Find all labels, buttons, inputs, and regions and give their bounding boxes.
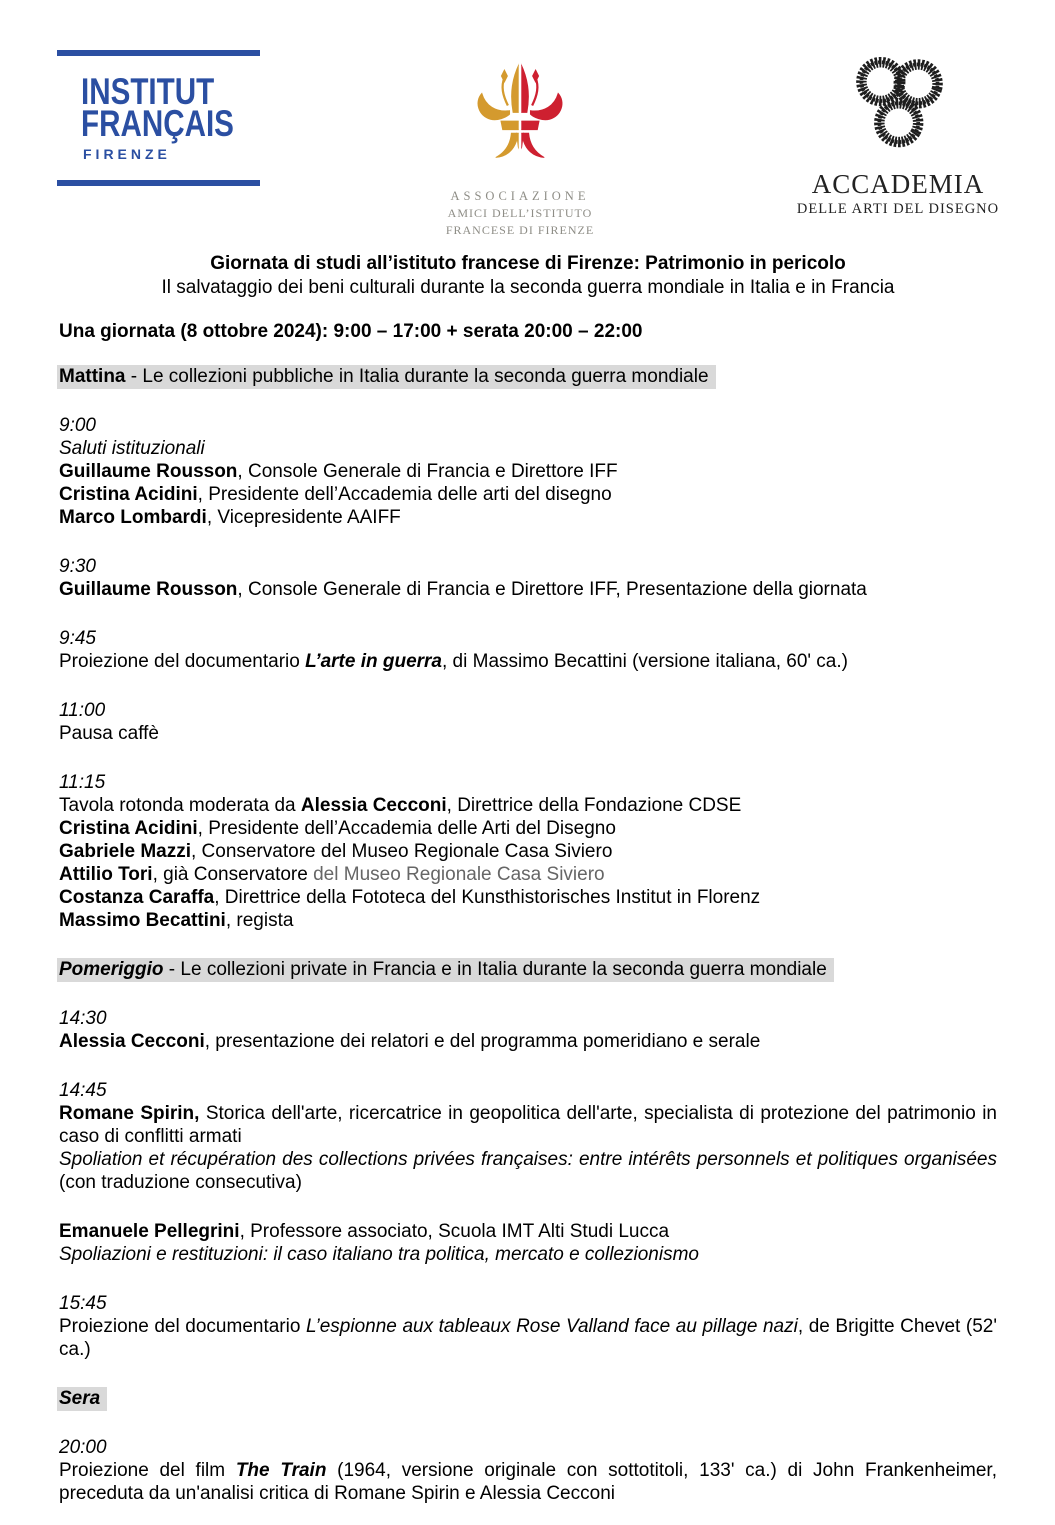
text-run: Guillaume Rousson [59,461,238,482]
program-block [59,555,997,601]
text-run: 14:45 [59,1080,107,1101]
accademia-line1: ACCADEMIA [811,169,985,199]
section-highlight [57,1387,107,1411]
text-run: , già Conservatore [152,864,314,885]
day-schedule-line: Una giornata (8 ottobre 2024): 9:00 – 17:00 + serata 20:00 – 22:00 [59,321,643,342]
program-block [59,1292,997,1361]
program-line [59,1436,997,1459]
text-run: , di Massimo Becattini (versione italiana, 60' ca.) [442,651,848,672]
text-run: , Vicepresidente AAIFF [206,507,401,528]
text-run: , regista [225,910,294,931]
text-run: Romane Spirin, [59,1103,200,1124]
text-run: Marco Lombardi [59,507,207,528]
program-line [59,1387,997,1410]
text-run: , Professore associato, Scuola IMT Alti Studi Lucca [239,1221,670,1242]
text-run: 11:15 [59,772,106,793]
logo-city-label: FIRENZE [83,145,171,162]
text-run: Attilio Tori [59,864,153,885]
text-run: , Presidente dell’Accademia delle arti del disegno [197,484,612,505]
text-run: L’espionne aux tableaux Rose Valland face au pillage nazi [306,1316,798,1337]
associazione-logo [415,52,625,238]
program-block [59,414,997,529]
text-run: Cristina Acidini [59,818,198,839]
program-line [59,1007,997,1030]
program-line [59,1220,997,1243]
text-run: Storica dell'arte, ricercatrice in geopolitica dell'arte, specialista di protezione del patrimonio in caso di conflitti armati [59,1103,998,1147]
program-line [59,909,997,932]
text-run: , presentazione dei relatori e del programma pomeridiano e serale [204,1031,761,1052]
program-line [59,1243,997,1266]
program-line [59,1102,997,1148]
program-line [59,1292,997,1315]
text-run: , de Brigitte Chevet (52' ca.) [59,1316,997,1360]
logo-line2: FRANÇAIS [81,102,234,144]
text-run: Alessia Cecconi [59,1031,205,1052]
text-run: (1964, versione originale con sottotitoli, 133' ca.) di John Frankenheimer, preceduta da un'analisi critica di Romane Spirin e Alessia Cecconi [59,1460,997,1504]
program-line [59,1079,997,1102]
text-run: Costanza Caraffa [59,887,215,908]
text-run: 15:45 [59,1293,107,1314]
program-block [59,1220,997,1266]
document-body [59,252,997,1525]
text-run: del Museo Regionale Casa Siviero [313,864,605,885]
program-block [59,1007,997,1053]
program-line [59,840,997,863]
program-line [59,460,997,483]
text-run: Pausa caffè [59,723,160,744]
text-run: Massimo Becattini [59,910,226,931]
text-run: , Console Generale di Francia e Direttore IFF, Presentazione della giornata [237,579,867,600]
program-block [59,627,997,673]
program-line [59,627,997,650]
program-line [59,958,997,981]
text-run: - Le collezioni private in Francia e in Italia durante la seconda guerra mondiale [163,959,827,980]
program-block [59,1387,997,1410]
text-run: Cristina Acidini [59,484,198,505]
program-line [59,699,997,722]
logo-top-bar [57,50,260,56]
program-line [59,437,997,460]
logo-bottom-bar [57,180,260,186]
program-line [59,506,997,529]
program-line [59,863,997,886]
text-run: , Conservatore del Museo Regionale Casa Siviero [191,841,613,862]
text-run: Alessia Cecconi [300,795,447,816]
text-run: L’arte in guerra [305,651,442,672]
text-run: Proiezione del documentario [59,651,306,672]
text-run: Pomeriggio [59,959,164,980]
program-block [59,1436,997,1505]
program-line [59,886,997,909]
text-run: , Direttrice della Fototeca del Kunsthistorisches Institut in Florenz [214,887,761,908]
program-block [59,365,997,388]
program-block [59,699,997,745]
program-line [59,1315,997,1361]
program-line [59,414,997,437]
associazione-line3: FRANCESE DI FIRENZE [445,223,595,237]
associazione-caption [415,189,625,238]
text-run: Mattina [59,366,126,387]
text-run: , Console Generale di Francia e Direttore IFF [237,461,618,482]
text-run: Proiezione del film [59,1460,236,1481]
section-highlight [57,365,716,389]
program-block [59,771,997,932]
text-run: (con traduzione consecutiva) [59,1172,302,1193]
program-line [59,1148,997,1194]
text-run: 9:45 [59,628,96,649]
accademia-logo [788,48,1008,218]
text-run: Proiezione del documentario [59,1316,306,1337]
text-run: Spoliation et récupération des collections privées françaises: entre intérêts personnels et politiques organisées [59,1149,997,1170]
text-run: 9:00 [59,415,96,436]
document-subtitle: Il salvataggio dei beni culturali durante la seconda guerra mondiale in Italia e in Francia [161,277,895,298]
text-run: Sera [59,1388,101,1409]
program-line [59,650,997,673]
text-run: The Train [235,1460,327,1481]
institut-francais-logo [57,50,260,186]
document-header [59,252,997,300]
program-line [59,794,997,817]
text-run: 20:00 [59,1437,107,1458]
program-block [59,1079,997,1194]
program-line [59,555,997,578]
institut-francais-wordmark [81,71,234,144]
text-run: , Direttrice della Fondazione CDSE [446,795,742,816]
program-line [59,483,997,506]
associazione-line2: AMICI DELL’ISTITUTO [447,206,593,220]
laurel-wreaths-icon [819,48,977,160]
section-highlight [57,958,834,982]
program-line [59,817,997,840]
document-title: Giornata di studi all’istituto francese di Firenze: Patrimonio in pericolo [210,253,846,274]
fleur-de-lis-icon [468,52,572,178]
program-line [59,771,997,794]
text-run: Emanuele Pellegrini [59,1221,240,1242]
text-run: Guillaume Rousson [59,579,238,600]
program-line [59,722,997,745]
text-run: Tavola rotonda moderata da [59,795,301,816]
text-run: Spoliazioni e restituzioni: il caso italiano tra politica, mercato e collezionismo [59,1244,699,1265]
logo-line1: INSTITUT [81,71,215,112]
program-line [59,578,997,601]
program-schedule [59,365,997,1505]
text-run: 9:30 [59,556,96,577]
accademia-line2: DELLE ARTI DEL DISEGNO [796,201,1000,217]
program-line [59,1459,997,1505]
text-run: 11:00 [59,700,106,721]
associazione-line1: ASSOCIAZIONE [450,189,590,203]
text-run: Saluti istituzionali [59,438,205,459]
program-line [59,1030,997,1053]
text-run: 14:30 [59,1008,107,1029]
text-run: , Presidente dell’Accademia delle Arti del Disegno [197,818,616,839]
text-run: - Le collezioni pubbliche in Italia durante la seconda guerra mondiale [125,366,709,387]
text-run: Gabriele Mazzi [59,841,191,862]
program-line [59,365,997,388]
program-block [59,958,997,981]
